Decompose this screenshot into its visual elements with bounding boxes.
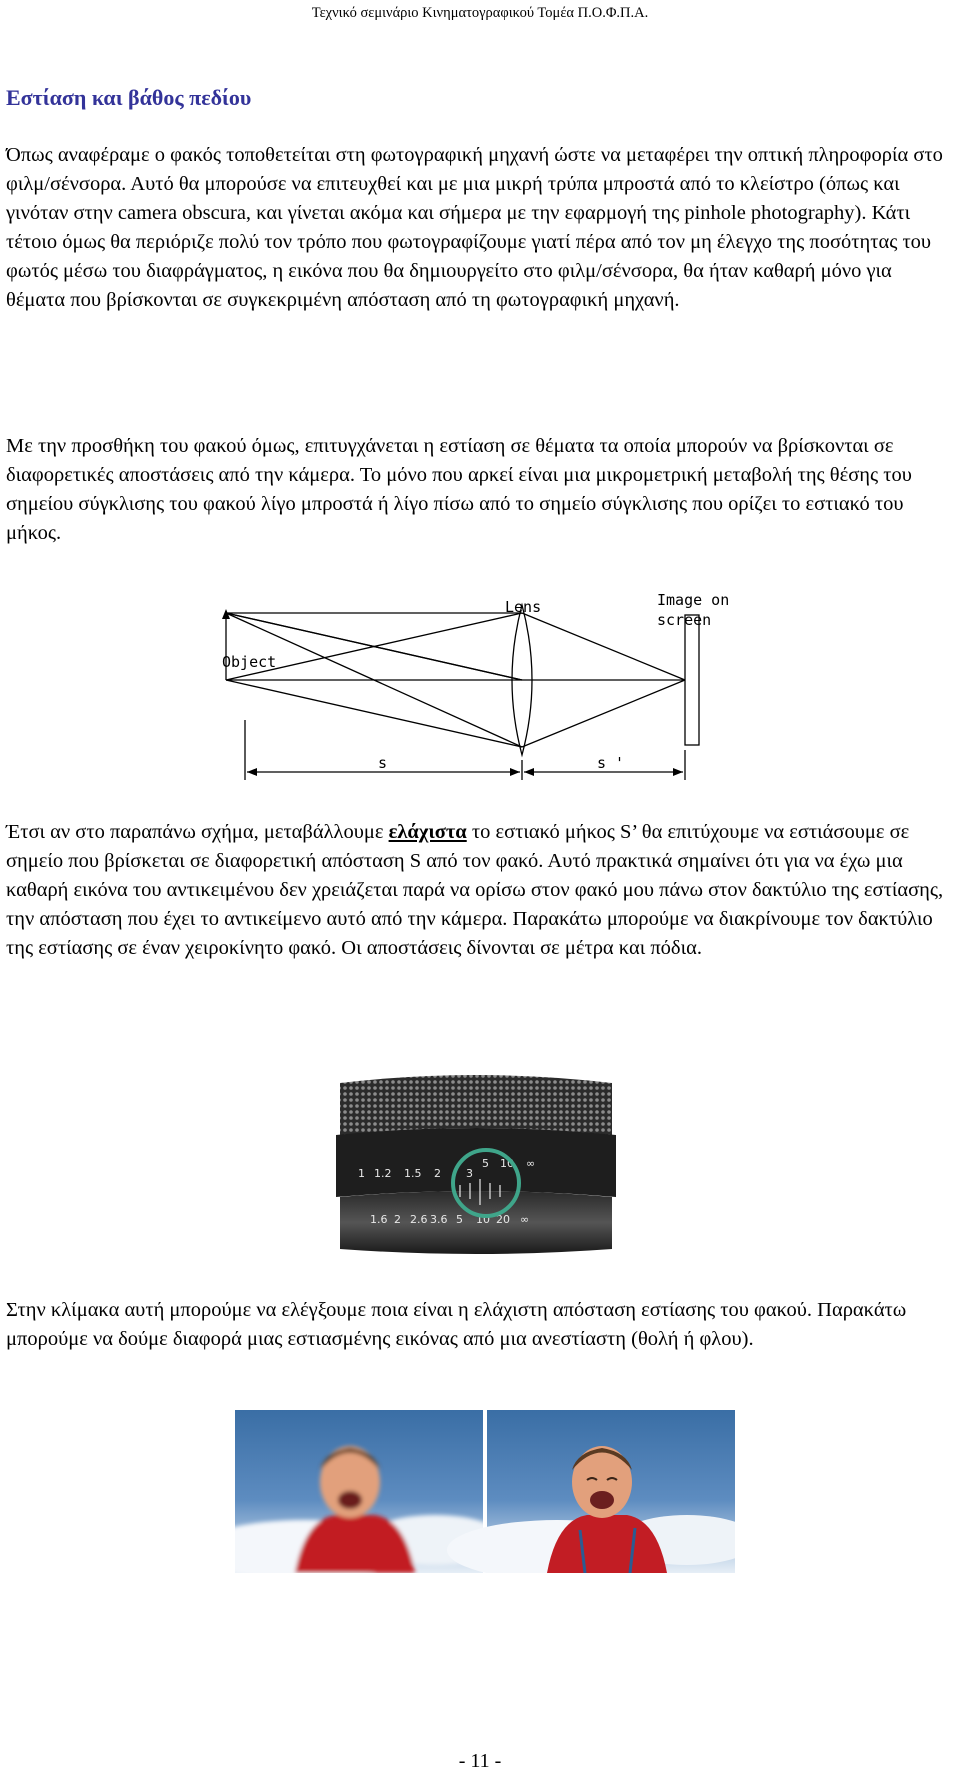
lens-diagram [200, 585, 760, 785]
scale-ft-10: 10 [476, 1213, 490, 1226]
paragraph-intro: Όπως αναφέραμε ο φακός τοποθετείται στη φωτογραφική μηχανή ώστε να μεταφέρει την οπτική πληροφορία στο φιλμ/σένσορα. Αυτό θα μπορούσε να επιτευχθεί και με μια μικρή τρύπα μπροστά από το κλείστρο (όπως και γινόταν στην camera obscura, και γίνεται ακόμα και σήμερα με την εφαρμογή της pinhole photography). Κάτι τέτοιο όμως θα περιόριζε πολύ τον τρόπο που φωτογραφίζουμε γιατί πέρα από τον μη έλεγχο της ποσότητας του φωτός μέσω του διαφράγματος, η εικόνα που θα δημιουργείτο στο φιλμ/σένσορα, θα ήταν καθαρή μόνο για θέματα που βρίσκονται σε συγκεκριμένη απόσταση από τη φωτογραφική μηχανή. [6, 144, 943, 311]
paragraph-lens: Με την προσθήκη του φακού όμως, επιτυγχάνεται η εστίαση σε θέματα τα οποία μπορούν να βρίσκονται σε διαφορετικές αποστάσεις από την κάμερα. Το μόνο που αρκεί είναι μια μικρομετρική μεταβολή της θέσης του σημείου σύγκλισης του φακού λίγο μπροστά ή λίγο πίσω από το σημείο σύγκλισης που ορίζει το εστιακό του μήκος. [6, 435, 912, 544]
screen-rect [685, 615, 699, 745]
scale-ft-5: 5 [456, 1213, 463, 1226]
paragraph-scale: Στην κλίμακα αυτή μπορούμε να ελέγξουμε ποια είναι η ελάχιστη απόσταση εστίασης του φακού. Παρακάτω μπορούμε να δούμε διαφορά μιας εστιασμένης εικόνας από μια ανεστίαστη (θολή ή φλου). [6, 1299, 907, 1350]
page-number: - 11 - [458, 1750, 502, 1772]
scale-3: 3 [466, 1167, 473, 1180]
focus-comparison-photos [235, 1410, 735, 1573]
object-label: Object [222, 653, 277, 671]
sharp-photo [447, 1410, 735, 1573]
focus-ring-photo [330, 1073, 622, 1255]
scale-10: 10 [500, 1157, 514, 1170]
image-label-line1: Image on [657, 591, 730, 609]
scale-ft-2: 2 [394, 1213, 401, 1226]
scale-inf: ∞ [526, 1157, 536, 1170]
scale-2: 2 [434, 1167, 441, 1180]
scale-ft-3-6: 3.6 [430, 1213, 448, 1226]
emphasis-minimal: ελάχιστα [388, 821, 467, 843]
scale-ft-1-6: 1.6 [370, 1213, 388, 1226]
focus-text-end: το εστιακό μήκος S’ θα επιτύχουμε να εστιάσουμε σε σημείο που βρίσκεται σε διαφορετική απόσταση S από τον φακό. Αυτό πρακτικά σημαίνει ότι για να έχω μια καθαρή εικόνα του αντικειμένου δεν χρειάζεται παρά να ορίσω στον φακό μου πάνω στον δακτύλιο της εστίασης, την απόσταση που έχει το αντικείμενο αυτό από την κάμερα. Παρακάτω μπορούμε να διακρίνουμε τον δακτύλιο της εστίασης σε έναν χειροκίνητο φακό. Οι αποστάσεις δίνονται σε μέτρα και πόδια. [6, 821, 944, 959]
distance-ring [336, 1128, 616, 1197]
section-title: Εστίαση και βάθος πεδίου [6, 85, 252, 110]
scale-ft-inf: ∞ [520, 1213, 530, 1226]
s-prime-label: s ' [597, 754, 625, 772]
knurled-ring [340, 1075, 612, 1135]
scale-1: 1 [358, 1167, 365, 1180]
image-label-line2: screen [657, 611, 712, 629]
lens-label: Lens [505, 598, 542, 616]
focus-text-start: Έτσι αν στο παραπάνω σχήμα, μεταβάλλουμε [6, 821, 389, 843]
scale-1-2: 1.2 [374, 1167, 392, 1180]
page-header: Τεχνικό σεμινάριο Κινηματογραφικού Τομέα Π.Ο.Φ.Π.Α. [311, 5, 649, 21]
scale-ft-20: 20 [496, 1213, 510, 1226]
s-label: s [378, 754, 388, 772]
scale-1-5: 1.5 [404, 1167, 422, 1180]
scale-ft-2-6: 2.6 [410, 1213, 428, 1226]
paragraph-focus [6, 818, 954, 963]
scale-5: 5 [482, 1157, 489, 1170]
